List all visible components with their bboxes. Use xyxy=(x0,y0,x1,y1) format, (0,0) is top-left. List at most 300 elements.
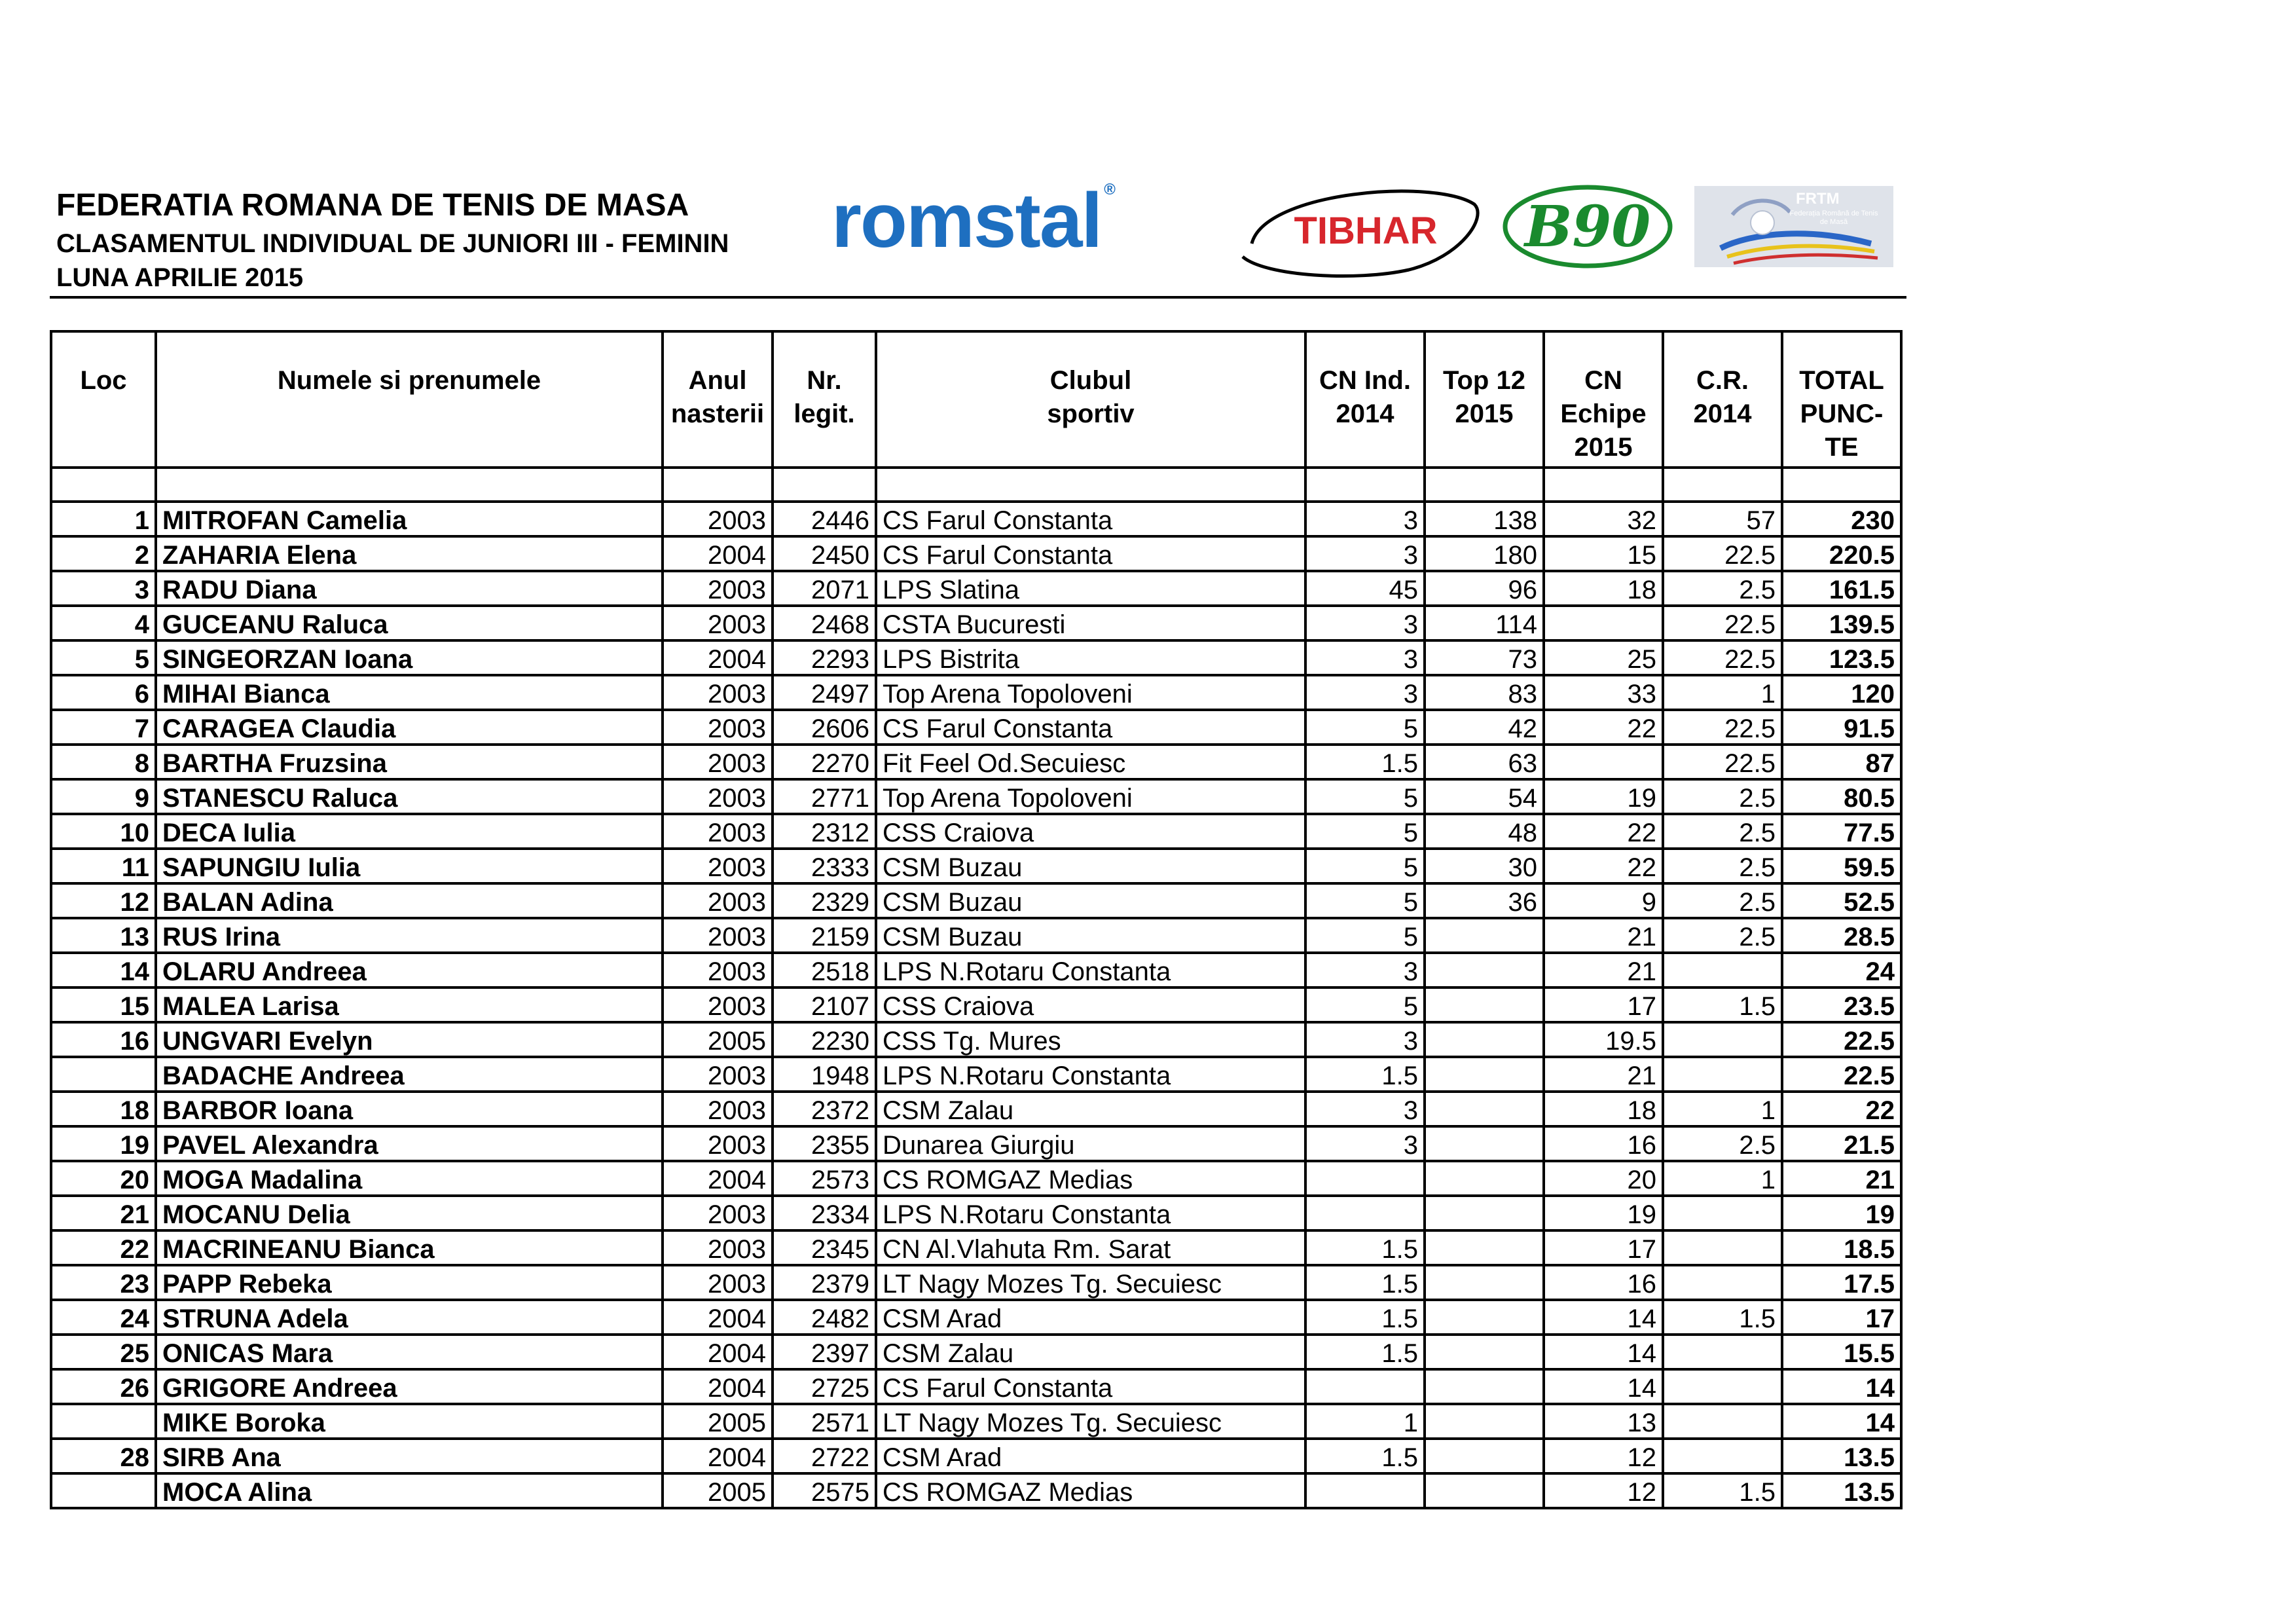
cell-total: 28.5 xyxy=(1782,918,1901,953)
cell-club: CSM Zalau xyxy=(876,1092,1305,1126)
cell-club: CS Farul Constanta xyxy=(876,536,1305,571)
cell-cn-ind: 3 xyxy=(1305,606,1425,640)
cell-name: SAPUNGIU Iulia xyxy=(156,849,663,883)
cell-top12 xyxy=(1425,1473,1544,1508)
table-row xyxy=(51,536,1901,571)
cell-year: 2005 xyxy=(663,1404,773,1439)
table-row xyxy=(51,1092,1901,1126)
cell-legit: 2571 xyxy=(773,1404,876,1439)
cell-cn-ind: 5 xyxy=(1305,849,1425,883)
cell-year: 2003 xyxy=(663,1196,773,1230)
cell-name: RUS Irina xyxy=(156,918,663,953)
cell-name: BARTHA Fruzsina xyxy=(156,745,663,779)
cell-loc: 4 xyxy=(51,606,156,640)
table-row xyxy=(51,675,1901,710)
cell-name: BADACHE Andreea xyxy=(156,1057,663,1092)
cell-cr: 1.5 xyxy=(1663,1300,1782,1335)
cell-cn-ind: 3 xyxy=(1305,502,1425,536)
table-row xyxy=(51,745,1901,779)
cell-year: 2003 xyxy=(663,918,773,953)
cell-club: CSM Buzau xyxy=(876,849,1305,883)
b90-logo xyxy=(1499,182,1683,277)
cell-top12 xyxy=(1425,1022,1544,1057)
cell-club: CSS Craiova xyxy=(876,814,1305,849)
cell-total: 91.5 xyxy=(1782,710,1901,745)
cell-loc: 28 xyxy=(51,1439,156,1473)
cell-total: 14 xyxy=(1782,1369,1901,1404)
table-row xyxy=(51,1022,1901,1057)
cell-top12: 96 xyxy=(1425,571,1544,606)
cell-loc: 11 xyxy=(51,849,156,883)
cell-total: 22.5 xyxy=(1782,1022,1901,1057)
table-row xyxy=(51,1439,1901,1473)
cell-cn-ind: 3 xyxy=(1305,1092,1425,1126)
table-row xyxy=(51,953,1901,987)
cell-name: PAVEL Alexandra xyxy=(156,1126,663,1161)
cell-name: GUCEANU Raluca xyxy=(156,606,663,640)
cell-loc: 20 xyxy=(51,1161,156,1196)
cell-top12 xyxy=(1425,1230,1544,1265)
cell-name: MIHAI Bianca xyxy=(156,675,663,710)
cell-cn-ind xyxy=(1305,1473,1425,1508)
cell-cr xyxy=(1663,1335,1782,1369)
column-header-cn-ind: CN Ind. 2014 xyxy=(1305,331,1425,468)
cell-year: 2004 xyxy=(663,536,773,571)
cell-total: 19 xyxy=(1782,1196,1901,1230)
table-row xyxy=(51,1265,1901,1300)
cell-total: 220.5 xyxy=(1782,536,1901,571)
cell-legit: 2722 xyxy=(773,1439,876,1473)
cell-name: GRIGORE Andreea xyxy=(156,1369,663,1404)
cell-cn-ind: 5 xyxy=(1305,987,1425,1022)
frtm-logo-subtitle: Federația Română de Tenis de Masă xyxy=(1789,210,1878,226)
cell-total: 22 xyxy=(1782,1092,1901,1126)
cell-club: LPS Bistrita xyxy=(876,640,1305,675)
tibhar-logo-text: TIBHAR xyxy=(1294,210,1438,252)
spacer-cell xyxy=(1544,468,1663,502)
cell-name: MALEA Larisa xyxy=(156,987,663,1022)
cell-cn-ind xyxy=(1305,1161,1425,1196)
cell-loc: 16 xyxy=(51,1022,156,1057)
cell-cn-ind: 3 xyxy=(1305,675,1425,710)
table-row xyxy=(51,1473,1901,1508)
cell-cr: 1 xyxy=(1663,1092,1782,1126)
cell-total: 87 xyxy=(1782,745,1901,779)
cell-year: 2003 xyxy=(663,1126,773,1161)
cell-legit: 2771 xyxy=(773,779,876,814)
cell-top12 xyxy=(1425,1161,1544,1196)
cell-cn-echipe: 22 xyxy=(1544,849,1663,883)
cell-cr: 1.5 xyxy=(1663,987,1782,1022)
column-header-cn-echipe: CN Echipe 2015 xyxy=(1544,331,1663,468)
cell-name: CARAGEA Claudia xyxy=(156,710,663,745)
cell-name: SIRB Ana xyxy=(156,1439,663,1473)
cell-name: ONICAS Mara xyxy=(156,1335,663,1369)
cell-top12 xyxy=(1425,918,1544,953)
cell-cr: 1.5 xyxy=(1663,1473,1782,1508)
cell-total: 24 xyxy=(1782,953,1901,987)
cell-cr: 57 xyxy=(1663,502,1782,536)
cell-club: Dunarea Giurgiu xyxy=(876,1126,1305,1161)
cell-top12 xyxy=(1425,1092,1544,1126)
cell-cn-echipe: 22 xyxy=(1544,710,1663,745)
cell-total: 52.5 xyxy=(1782,883,1901,918)
cell-club: CSS Tg. Mures xyxy=(876,1022,1305,1057)
cell-cr: 2.5 xyxy=(1663,779,1782,814)
cell-loc: 8 xyxy=(51,745,156,779)
cell-name: STRUNA Adela xyxy=(156,1300,663,1335)
cell-legit: 2450 xyxy=(773,536,876,571)
table-row xyxy=(51,606,1901,640)
cell-cn-echipe: 14 xyxy=(1544,1335,1663,1369)
cell-cn-ind: 1.5 xyxy=(1305,1439,1425,1473)
column-header-total: TOTAL PUNC- TE xyxy=(1782,331,1901,468)
cell-cr: 2.5 xyxy=(1663,814,1782,849)
cell-legit: 2482 xyxy=(773,1300,876,1335)
cell-cn-echipe: 19 xyxy=(1544,779,1663,814)
cell-cn-ind: 5 xyxy=(1305,779,1425,814)
cell-cr xyxy=(1663,1057,1782,1092)
cell-loc xyxy=(51,1057,156,1092)
federation-title: FEDERATIA ROMANA DE TENIS DE MASA xyxy=(56,188,689,223)
cell-year: 2003 xyxy=(663,1230,773,1265)
cell-cn-ind xyxy=(1305,1196,1425,1230)
cell-legit: 2230 xyxy=(773,1022,876,1057)
table-row xyxy=(51,1335,1901,1369)
cell-cn-echipe: 16 xyxy=(1544,1265,1663,1300)
table-spacer-row xyxy=(51,468,1901,502)
cell-total: 80.5 xyxy=(1782,779,1901,814)
cell-cr xyxy=(1663,1196,1782,1230)
table-row xyxy=(51,1196,1901,1230)
cell-cn-echipe: 32 xyxy=(1544,502,1663,536)
cell-total: 14 xyxy=(1782,1404,1901,1439)
cell-legit: 2725 xyxy=(773,1369,876,1404)
cell-cr xyxy=(1663,1404,1782,1439)
cell-cr xyxy=(1663,953,1782,987)
spacer-cell xyxy=(1782,468,1901,502)
cell-club: Top Arena Topoloveni xyxy=(876,779,1305,814)
cell-legit: 2329 xyxy=(773,883,876,918)
cell-year: 2003 xyxy=(663,745,773,779)
cell-year: 2003 xyxy=(663,571,773,606)
cell-total: 139.5 xyxy=(1782,606,1901,640)
cell-total: 21 xyxy=(1782,1161,1901,1196)
table-row xyxy=(51,1057,1901,1092)
cell-club: CS Farul Constanta xyxy=(876,1369,1305,1404)
table-row xyxy=(51,918,1901,953)
cell-top12: 36 xyxy=(1425,883,1544,918)
cell-club: CSS Craiova xyxy=(876,987,1305,1022)
cell-club: CSTA Bucuresti xyxy=(876,606,1305,640)
cell-total: 161.5 xyxy=(1782,571,1901,606)
cell-loc: 22 xyxy=(51,1230,156,1265)
spacer-cell xyxy=(51,468,156,502)
cell-cn-echipe: 14 xyxy=(1544,1300,1663,1335)
cell-cn-ind: 1 xyxy=(1305,1404,1425,1439)
cell-cr: 2.5 xyxy=(1663,571,1782,606)
spacer-cell xyxy=(1425,468,1544,502)
cell-cn-echipe: 16 xyxy=(1544,1126,1663,1161)
ranking-title: CLASAMENTUL INDIVIDUAL DE JUNIORI III - FEMININ xyxy=(56,229,729,258)
cell-loc: 15 xyxy=(51,987,156,1022)
cell-cn-ind: 1.5 xyxy=(1305,1230,1425,1265)
cell-top12: 30 xyxy=(1425,849,1544,883)
cell-total: 17 xyxy=(1782,1300,1901,1335)
cell-club: CS ROMGAZ Medias xyxy=(876,1473,1305,1508)
cell-total: 21.5 xyxy=(1782,1126,1901,1161)
cell-cn-echipe: 25 xyxy=(1544,640,1663,675)
cell-year: 2003 xyxy=(663,710,773,745)
cell-cn-ind: 3 xyxy=(1305,953,1425,987)
cell-cn-echipe: 12 xyxy=(1544,1473,1663,1508)
cell-top12: 180 xyxy=(1425,536,1544,571)
cell-legit: 2312 xyxy=(773,814,876,849)
cell-top12: 83 xyxy=(1425,675,1544,710)
cell-total: 23.5 xyxy=(1782,987,1901,1022)
cell-cn-echipe: 21 xyxy=(1544,918,1663,953)
cell-cr: 22.5 xyxy=(1663,606,1782,640)
cell-top12 xyxy=(1425,1196,1544,1230)
cell-year: 2003 xyxy=(663,849,773,883)
cell-legit: 2518 xyxy=(773,953,876,987)
cell-year: 2005 xyxy=(663,1022,773,1057)
cell-year: 2004 xyxy=(663,1335,773,1369)
cell-year: 2003 xyxy=(663,883,773,918)
column-header-club: Clubul sportiv xyxy=(876,331,1305,468)
cell-legit: 2355 xyxy=(773,1126,876,1161)
cell-cr: 22.5 xyxy=(1663,536,1782,571)
cell-loc: 26 xyxy=(51,1369,156,1404)
cell-top12 xyxy=(1425,1369,1544,1404)
spacer-cell xyxy=(1305,468,1425,502)
cell-cn-ind: 1.5 xyxy=(1305,1057,1425,1092)
cell-name: OLARU Andreea xyxy=(156,953,663,987)
cell-club: CS Farul Constanta xyxy=(876,502,1305,536)
cell-total: 13.5 xyxy=(1782,1439,1901,1473)
cell-cn-ind: 1.5 xyxy=(1305,745,1425,779)
spacer-cell xyxy=(876,468,1305,502)
table-row xyxy=(51,849,1901,883)
cell-cn-ind: 3 xyxy=(1305,1022,1425,1057)
cell-legit: 2379 xyxy=(773,1265,876,1300)
column-header-legit: Nr. legit. xyxy=(773,331,876,468)
spacer-cell xyxy=(663,468,773,502)
cell-cn-echipe: 21 xyxy=(1544,953,1663,987)
cell-club: CSM Arad xyxy=(876,1439,1305,1473)
cell-cr xyxy=(1663,1022,1782,1057)
cell-total: 120 xyxy=(1782,675,1901,710)
cell-name: MOCA Alina xyxy=(156,1473,663,1508)
cell-legit: 2071 xyxy=(773,571,876,606)
cell-name: DECA Iulia xyxy=(156,814,663,849)
cell-name: MOGA Madalina xyxy=(156,1161,663,1196)
cell-loc: 7 xyxy=(51,710,156,745)
cell-club: Fit Feel Od.Secuiesc xyxy=(876,745,1305,779)
cell-loc: 25 xyxy=(51,1335,156,1369)
cell-year: 2004 xyxy=(663,1439,773,1473)
table-row xyxy=(51,1161,1901,1196)
column-header-cr: C.R. 2014 xyxy=(1663,331,1782,468)
cell-club: CN Al.Vlahuta Rm. Sarat xyxy=(876,1230,1305,1265)
cell-loc: 6 xyxy=(51,675,156,710)
cell-top12: 63 xyxy=(1425,745,1544,779)
cell-legit: 2333 xyxy=(773,849,876,883)
cell-loc xyxy=(51,1404,156,1439)
cell-year: 2005 xyxy=(663,1473,773,1508)
cell-club: CSM Buzau xyxy=(876,883,1305,918)
cell-cn-echipe: 18 xyxy=(1544,571,1663,606)
cell-legit: 2446 xyxy=(773,502,876,536)
table-row xyxy=(51,640,1901,675)
cell-cn-ind: 5 xyxy=(1305,883,1425,918)
romstal-registered-mark: ® xyxy=(1104,181,1116,198)
cell-cn-ind: 5 xyxy=(1305,710,1425,745)
cell-loc: 13 xyxy=(51,918,156,953)
table-row xyxy=(51,779,1901,814)
spacer-cell xyxy=(156,468,663,502)
cell-cn-echipe: 15 xyxy=(1544,536,1663,571)
table-row xyxy=(51,571,1901,606)
cell-year: 2004 xyxy=(663,1300,773,1335)
cell-cr: 22.5 xyxy=(1663,640,1782,675)
cell-cr: 2.5 xyxy=(1663,1126,1782,1161)
cell-name: ZAHARIA Elena xyxy=(156,536,663,571)
cell-loc: 19 xyxy=(51,1126,156,1161)
cell-cn-ind: 3 xyxy=(1305,1126,1425,1161)
table-row xyxy=(51,1230,1901,1265)
cell-club: CSM Arad xyxy=(876,1300,1305,1335)
table-row xyxy=(51,502,1901,536)
cell-legit: 2270 xyxy=(773,745,876,779)
cell-loc: 10 xyxy=(51,814,156,849)
cell-top12: 73 xyxy=(1425,640,1544,675)
cell-cn-echipe: 21 xyxy=(1544,1057,1663,1092)
cell-loc: 12 xyxy=(51,883,156,918)
cell-name: MACRINEANU Bianca xyxy=(156,1230,663,1265)
cell-legit: 2606 xyxy=(773,710,876,745)
cell-name: BALAN Adina xyxy=(156,883,663,918)
cell-name: MITROFAN Camelia xyxy=(156,502,663,536)
cell-club: LPS N.Rotaru Constanta xyxy=(876,1057,1305,1092)
cell-cr: 2.5 xyxy=(1663,849,1782,883)
cell-top12: 114 xyxy=(1425,606,1544,640)
month-title: LUNA APRILIE 2015 xyxy=(56,263,304,292)
cell-cn-echipe: 17 xyxy=(1544,987,1663,1022)
cell-name: UNGVARI Evelyn xyxy=(156,1022,663,1057)
cell-cr: 1 xyxy=(1663,675,1782,710)
column-header-year: Anul nasterii xyxy=(663,331,773,468)
table-row xyxy=(51,1300,1901,1335)
cell-cn-echipe: 18 xyxy=(1544,1092,1663,1126)
cell-year: 2003 xyxy=(663,814,773,849)
cell-total: 123.5 xyxy=(1782,640,1901,675)
cell-cn-echipe: 19.5 xyxy=(1544,1022,1663,1057)
cell-cn-ind: 3 xyxy=(1305,640,1425,675)
cell-top12 xyxy=(1425,987,1544,1022)
cell-loc: 18 xyxy=(51,1092,156,1126)
cell-total: 17.5 xyxy=(1782,1265,1901,1300)
cell-cn-ind xyxy=(1305,1369,1425,1404)
header-divider xyxy=(50,296,1906,299)
cell-top12 xyxy=(1425,1439,1544,1473)
table-row xyxy=(51,1126,1901,1161)
frtm-logo xyxy=(1694,186,1893,267)
cell-club: CSM Zalau xyxy=(876,1335,1305,1369)
cell-year: 2003 xyxy=(663,1092,773,1126)
ranking-table xyxy=(50,330,1903,1509)
cell-cn-ind: 1.5 xyxy=(1305,1335,1425,1369)
cell-cn-ind: 1.5 xyxy=(1305,1300,1425,1335)
cell-year: 2004 xyxy=(663,1369,773,1404)
cell-legit: 2575 xyxy=(773,1473,876,1508)
cell-loc: 3 xyxy=(51,571,156,606)
romstal-logo xyxy=(831,177,1116,264)
cell-top12 xyxy=(1425,1057,1544,1092)
cell-cn-echipe: 19 xyxy=(1544,1196,1663,1230)
spacer-cell xyxy=(773,468,876,502)
sponsor-logos xyxy=(831,178,1905,289)
cell-legit: 2345 xyxy=(773,1230,876,1265)
frtm-logo-text: FRTM xyxy=(1796,190,1840,208)
cell-total: 18.5 xyxy=(1782,1230,1901,1265)
cell-total: 13.5 xyxy=(1782,1473,1901,1508)
cell-legit: 2334 xyxy=(773,1196,876,1230)
cell-total: 15.5 xyxy=(1782,1335,1901,1369)
cell-year: 2004 xyxy=(663,640,773,675)
cell-loc: 2 xyxy=(51,536,156,571)
cell-name: MIKE Boroka xyxy=(156,1404,663,1439)
cell-club: LT Nagy Mozes Tg. Secuiesc xyxy=(876,1404,1305,1439)
table-row xyxy=(51,1404,1901,1439)
cell-cn-echipe: 13 xyxy=(1544,1404,1663,1439)
cell-cn-ind: 5 xyxy=(1305,918,1425,953)
cell-name: RADU Diana xyxy=(156,571,663,606)
cell-legit: 2468 xyxy=(773,606,876,640)
cell-top12 xyxy=(1425,953,1544,987)
cell-total: 59.5 xyxy=(1782,849,1901,883)
table-row xyxy=(51,883,1901,918)
cell-year: 2003 xyxy=(663,1057,773,1092)
cell-club: CS Farul Constanta xyxy=(876,710,1305,745)
cell-cr: 2.5 xyxy=(1663,918,1782,953)
cell-cn-echipe: 14 xyxy=(1544,1369,1663,1404)
cell-legit: 2293 xyxy=(773,640,876,675)
b90-logo-text: B90 xyxy=(1524,194,1651,260)
cell-top12: 48 xyxy=(1425,814,1544,849)
cell-year: 2004 xyxy=(663,1161,773,1196)
cell-cn-echipe: 22 xyxy=(1544,814,1663,849)
cell-cr xyxy=(1663,1439,1782,1473)
cell-cn-echipe: 12 xyxy=(1544,1439,1663,1473)
table-row xyxy=(51,987,1901,1022)
cell-club: CS ROMGAZ Medias xyxy=(876,1161,1305,1196)
table-header-row xyxy=(51,331,1901,468)
cell-top12 xyxy=(1425,1265,1544,1300)
cell-name: SINGEORZAN Ioana xyxy=(156,640,663,675)
cell-top12: 138 xyxy=(1425,502,1544,536)
cell-legit: 2497 xyxy=(773,675,876,710)
cell-club: CSM Buzau xyxy=(876,918,1305,953)
cell-club: LPS N.Rotaru Constanta xyxy=(876,953,1305,987)
cell-year: 2003 xyxy=(663,675,773,710)
cell-year: 2003 xyxy=(663,779,773,814)
cell-loc: 9 xyxy=(51,779,156,814)
cell-loc: 23 xyxy=(51,1265,156,1300)
cell-loc: 14 xyxy=(51,953,156,987)
cell-cn-ind: 1.5 xyxy=(1305,1265,1425,1300)
table-row xyxy=(51,1369,1901,1404)
